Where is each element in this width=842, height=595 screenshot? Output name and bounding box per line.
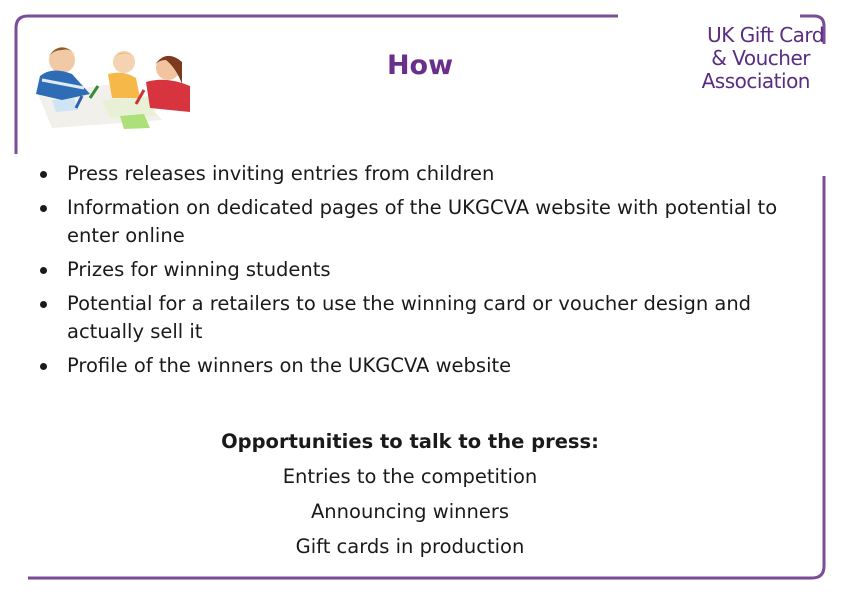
- bullet-icon: [40, 205, 47, 212]
- bullet-text: Information on dedicated pages of the UKGCVA website with potential to enter online: [67, 196, 778, 247]
- ukgcva-logo: [684, 24, 824, 93]
- bullet-icon: [40, 301, 47, 308]
- bullet-item: [36, 290, 796, 346]
- logo-line-3: Association: [701, 69, 810, 93]
- logo-line-1: UK Gift Card: [707, 23, 824, 47]
- press-opportunity-item: Gift cards in production: [295, 535, 525, 558]
- bullet-icon: [40, 171, 47, 178]
- press-opportunity-item: Announcing winners: [310, 500, 510, 523]
- bullet-icon: [40, 267, 47, 274]
- logo-line-2: & Voucher: [711, 46, 810, 70]
- press-opportunity-item: Entries to the competition: [282, 465, 538, 488]
- bullet-text: Profile of the winners on the UKGCVA website: [67, 354, 512, 377]
- bullet-item: [36, 256, 796, 284]
- bullet-text: Prizes for winning students: [67, 258, 331, 281]
- bullet-text: Press releases inviting entries from children: [67, 162, 495, 185]
- bullet-item: [36, 194, 796, 250]
- children-drawing-photo: [32, 38, 192, 130]
- press-opportunities-heading: Opportunities to talk to the press:: [221, 430, 599, 453]
- bullet-item: [36, 352, 796, 380]
- bullet-list: [36, 160, 796, 386]
- bullet-text: Potential for a retailers to use the winning card or voucher design and actually sell it: [67, 292, 752, 343]
- press-opportunities: [160, 424, 660, 564]
- bullet-icon: [40, 363, 47, 370]
- slide-title: How: [386, 50, 454, 81]
- bullet-item: [36, 160, 796, 188]
